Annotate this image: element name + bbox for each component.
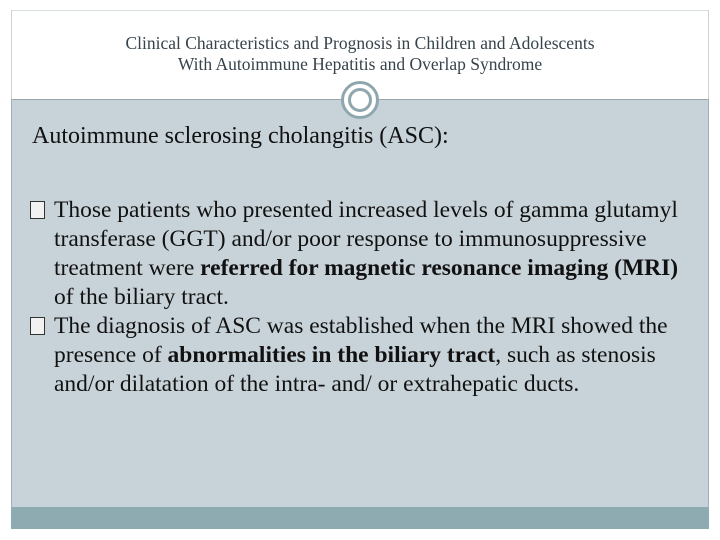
footer-bar <box>11 507 709 529</box>
bullet-1-text-end: of the biliary tract. <box>54 284 229 310</box>
bullet-item-1 <box>30 196 690 312</box>
bullet-1-bold-text: referred for magnetic resonance imaging (MRI) <box>200 255 679 281</box>
slide-title-line-2: With Autoimmune Hepatitis and Overlap Syndrome <box>177 54 543 74</box>
bullet-item-2 <box>30 312 690 399</box>
content-heading: Autoimmune sclerosing cholangitis (ASC): <box>32 123 449 149</box>
bullet-box-icon <box>30 317 45 335</box>
bullet-2-text-start: The diagnosis of ASC was established when the MRI showed the presence of <box>54 313 668 368</box>
bullet-list <box>30 196 690 399</box>
bullet-1-text-start: Those patients who presented increased levels of gamma glutamyl transferase (GGT) and/or poor response to immunosuppressive treatment were <box>54 197 678 281</box>
bullet-2-bold-text: abnormalities in the biliary tract <box>167 342 496 368</box>
slide-title <box>11 33 709 75</box>
slide-title-line-1: Clinical Characteristics and Prognosis in Children and Adolescents <box>125 33 595 53</box>
bullet-box-icon <box>30 201 45 219</box>
bullet-2-text-end: , such as stenosis and/or dilatation of the intra- and/ or extrahepatic ducts. <box>54 342 656 397</box>
circle-ornament-icon <box>341 81 379 119</box>
